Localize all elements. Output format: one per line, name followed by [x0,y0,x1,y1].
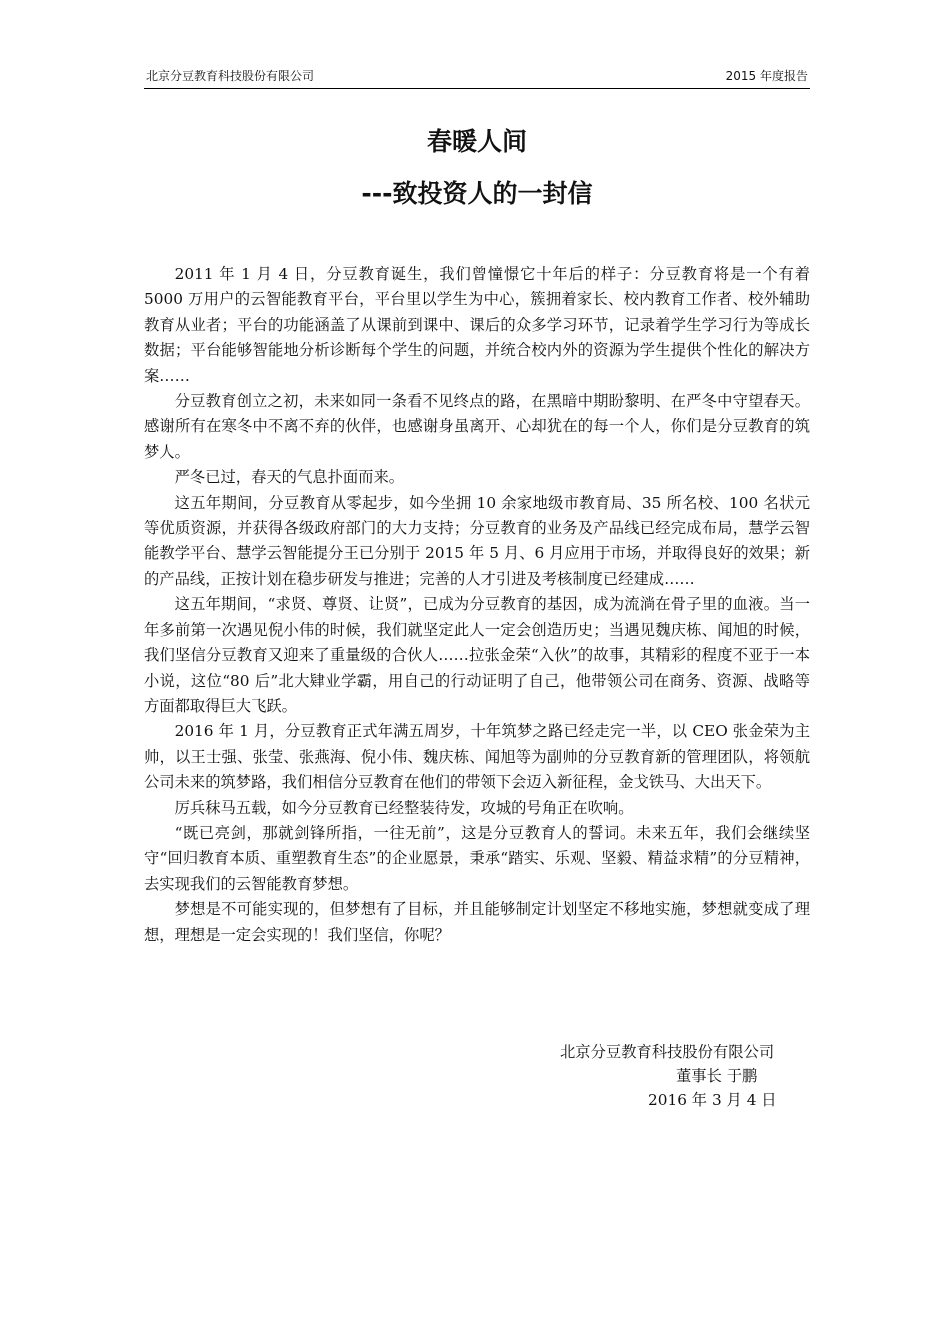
paragraph: 梦想是不可能实现的，但梦想有了目标，并且能够制定计划坚定不移地实施，梦想就变成了理想，理想是一定会实现的！我们坚信，你呢？ [144,900,810,944]
letter-body [144,262,810,948]
paragraph: 这五年期间，“求贤、尊贤、让贤”，已成为分豆教育的基因，成为流淌在骨子里的血液。当一年多前第一次遇见倪小伟的时候，我们就坚定此人一定会创造历史；当遇见魏庆栋、闻旭的时候，我们坚信分豆教育又迎来了重量级的合伙人……拉张金荣“入伙”的故事，其精彩的程度不亚于一本小说，这位“80 后”北大肄业学霸，用自己的行动证明了自己，他带领公司在商务、资源、战略等方面都取得巨大飞跃。 [144,595,810,715]
paragraph: 分豆教育创立之初，未来如同一条看不见终点的路，在黑暗中期盼黎明、在严冬中守望春天。感谢所有在寒冬中不离不弃的伙伴，也感谢身虽离开、心却犹在的每一个人，你们是分豆教育的筑梦人。 [144,392,810,461]
signature-date: 2016 年 3 月 4 日 [648,1091,777,1109]
paragraph: 严冬已过，春天的气息扑面而来。 [174,468,405,487]
paragraph: “既已亮剑，那就剑锋所指，一往无前”，这是分豆教育人的誓词。未来五年，我们会继续坚守“回归教育本质、重塑教育生态”的企业愿景，秉承“踏实、乐观、坚毅、精益求精”的分豆精神，去实现我们的云智能教育梦想。 [144,823,810,893]
paragraph: 厉兵秣马五载，如今分豆教育已经整装待发，攻城的号角正在吹响。 [174,798,634,817]
signature-company: 北京分豆教育科技股份有限公司 [560,1043,775,1061]
header-report-title: 2015 年度报告 [725,69,808,83]
letter-subtitle: ---致投资人的一封信 [361,179,593,208]
paragraph: 2016 年 1 月，分豆教育正式年满五周岁，十年筑梦之路已经走完一半，以 CEO 张金荣为主帅，以王士强、张莹、张燕海、倪小伟、魏庆栋、闻旭等为副帅的分豆教育新的管理团队，将领航公司未来的筑梦路，我们相信分豆教育在他们的带领下会迈入新征程，金戈铁马、大出天下。 [144,722,810,792]
header-company: 北京分豆教育科技股份有限公司 [146,69,315,83]
page-header [144,64,810,89]
letter-title: 春暖人间 [426,127,527,156]
paragraph: 这五年期间，分豆教育从零起步，如今坐拥 10 余家地级市教育局、35 所名校、100 名状元等优质资源，并获得各级政府部门的大力支持；分豆教育的业务及产品线已经完成布局，慧学云智能教学平台、慧学云智能提分王已分别于 2015 年 5 月、6 月应用于市场，并取得良好的效果；新的产品线，正按计划在稳步研发与推进；完善的人才引进及考核制度已经建成…… [144,493,810,588]
signature-name: 董事长 于鹏 [676,1067,758,1085]
paragraph: 2011 年 1 月 4 日，分豆教育诞生，我们曾憧憬它十年后的样子：分豆教育将是一个有着 5000 万用户的云智能教育平台，平台里以学生为中心，簇拥着家长、校内教育工作者、校外辅助教育从业者；平台的功能涵盖了从课前到课中、课后的众多学习环节，记录着学生学习行为等成长数据；平台能够智能地分析诊断每个学生的问题，并统合校内外的资源为学生提供个性化的解决方案…… [144,265,810,385]
